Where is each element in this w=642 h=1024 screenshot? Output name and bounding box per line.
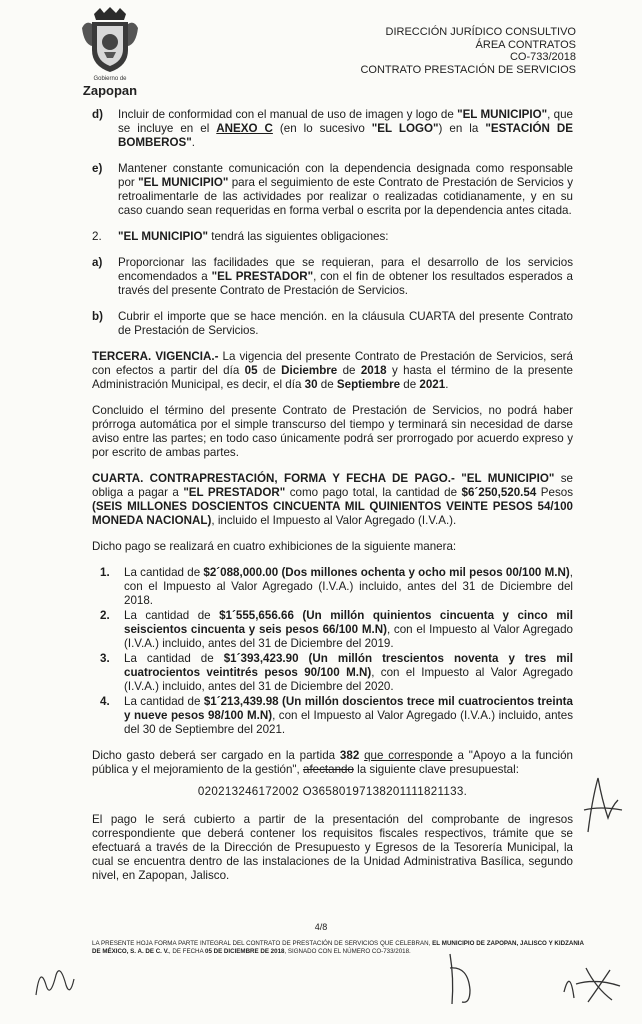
signature-icon — [30, 955, 78, 1005]
item-label: 2. — [92, 230, 102, 243]
document-body — [92, 108, 573, 895]
obligations-heading — [92, 230, 573, 244]
clause-item-a — [92, 256, 573, 298]
zapopan-logo — [74, 6, 146, 98]
item-label: e) — [92, 162, 103, 175]
document-footer: LA PRESENTE HOJA FORMA PARTE INTEGRAL DEL CONTRATO DE PRESTACIÓN DE SERVICIOS QUE CELEBRAN, EL MUNICIPIO DE ZAPOPAN, JALISCO Y KIDZANIA DE MÉXICO, S. A. DE C. V., DE FECHA 05 DE DICIEMBRE DE 2018, SIGNADO CON EL NÚMERO CO-733/2018. — [92, 940, 584, 955]
payment-item: 3. La cantidad de $1´393,423.90 (Un millón trescientos noventa y tres mil cuatrocientos veintitrés pesos 90/100 M.N), con el Impuesto al Valor Agregado (I.V.A.) incluido, antes del 31 de Diciembre del 2020. — [100, 652, 573, 693]
signature-icon — [440, 948, 480, 1008]
clause-item-e — [92, 162, 573, 218]
clause-tercera: TERCERA. VIGENCIA.- La vigencia del presente Contrato de Prestación de Servicios, será con efectos a partir del día 05 de Diciembre de 2018 y hasta el término de la presente Administración Municipal, es decir, el día 30 de Septiembre de 2021. — [92, 350, 573, 391]
paragraph-dicho-pago: Dicho pago se realizará en cuatro exhibiciones de la siguiente manera: — [92, 540, 457, 553]
header-line-3: CO-733/2018 — [509, 51, 576, 64]
item-text: Incluir de conformidad con el manual de uso de imagen y logo de "EL MUNICIPIO", que se incluye en el ANEXO C (en lo sucesivo "EL LOGO") en la "ESTACIÓN DE BOMBEROS". — [118, 108, 573, 149]
page-number: 4/8 — [314, 922, 328, 932]
item-text: Cubrir el importe que se hace mención. en la cláusula CUARTA del presente Contrato de Prestación de Servicios. — [118, 310, 573, 337]
payment-item: 1. La cantidad de $2´088,000.00 (Dos millones ochenta y ocho mil pesos 00/100 M.N), con el Impuesto al Valor Agregado (I.V.A.) incluido, antes del 31 de Diciembre del 2018. — [100, 566, 573, 607]
paragraph-concluido: Concluido el término del presente Contrato de Prestación de Servicios, no podrá haber prórroga automática por el simple transcurso del tiempo y terminará sin necesidad de darse aviso entre las partes; en todo caso únicamente podrá ser prorrogado por acuerdo expreso y por escrito de ambas partes. — [92, 404, 573, 459]
payment-item: 2. La cantidad de $1´555,656.66 (Un millón quinientos cincuenta y cinco mil seiscientos cincuenta y seis pesos 66/100 M.N), con el Impuesto al Valor Agregado (I.V.A.) incluido, antes del 31 de Diciembre del 2019. — [100, 609, 573, 650]
signature-icon — [578, 770, 630, 840]
clause-cuarta: CUARTA. CONTRAPRESTACIÓN, FORMA Y FECHA DE PAGO.- "EL MUNICIPIO" se obliga a pagar a "EL PRESTADOR" como pago total, la cantidad de $6´250,520.54 Pesos (SEIS MILLONES DOSCIENTOS CINCUENTA MIL QUINIENTOS VEINTE PESOS 54/100 MONEDA NACIONAL), incluido el Impuesto al Valor Agregado (I.V.A.). — [92, 472, 574, 527]
item-label: a) — [92, 256, 103, 269]
budget-key: 020213246172002 O36580197138201111821133. — [197, 785, 468, 798]
item-text: Proporcionar las facilidades que se requieran, para el desarrollo de los servicios encomendados a "EL PRESTADOR", con el fin de obtener los resultados esperados a través del presente Contrato de Prestación de Servicios. — [118, 256, 573, 297]
item-label: d) — [92, 108, 103, 121]
paragraph-el-pago: El pago le será cubierto a partir de la presentación del comprobante de ingresos correspondiente que deberá contener los requisitos fiscales respectivos, trámite que se efectuará a través de la Dirección de Presupuesto y Egresos de la Tesorería Municipal, la cual se encuentra dentro de las instalaciones de la Unidad Administrativa Basílica, segundo nivel, en Zapopan, Jalisco. — [92, 813, 573, 882]
signature-icon — [556, 948, 626, 1008]
payment-item: 4. La cantidad de $1´213,439.98 (Un millón doscientos trece mil cuatrocientos treinta y nueve pesos 98/100 M.N), con el Impuesto al Valor Agregado (I.V.A.) incluido, antes del 30 de Septiembre del 2021. — [100, 695, 574, 736]
logo-name: Zapopan — [82, 83, 138, 98]
header-line-4: CONTRATO PRESTACIÓN DE SERVICIOS — [360, 63, 576, 76]
header-line-2: ÁREA CONTRATOS — [475, 38, 576, 51]
logo-subtitle: Gobierno de — [93, 76, 127, 82]
item-text: Mantener constante comunicación con la dependencia designada como responsable por "EL MUNICIPIO" para el seguimiento de este Contrato de Prestación de Servicios y retroalimentarle de las actividades por realizar o realizadas cotidianamente, y en su caso cuando sean requeridas en forma verbal o escrita por la dependencia antes citada. — [118, 162, 574, 217]
clause-item-b — [92, 310, 573, 338]
item-text: "EL MUNICIPIO" tendrá las siguientes obligaciones: — [118, 230, 389, 243]
coat-of-arms-icon — [74, 6, 146, 76]
document-header — [360, 26, 576, 76]
item-label: b) — [92, 310, 103, 323]
paragraph-gasto: Dicho gasto deberá ser cargado en la partida 382 que corresponde a "Apoyo a la función pública y el mejoramiento de la gestión", afectando la siguiente clave presupuestal: — [92, 749, 574, 776]
clause-item-d — [92, 108, 573, 150]
payment-list — [92, 566, 573, 737]
header-line-1: DIRECCIÓN JURÍDICO CONSULTIVO — [385, 26, 576, 38]
